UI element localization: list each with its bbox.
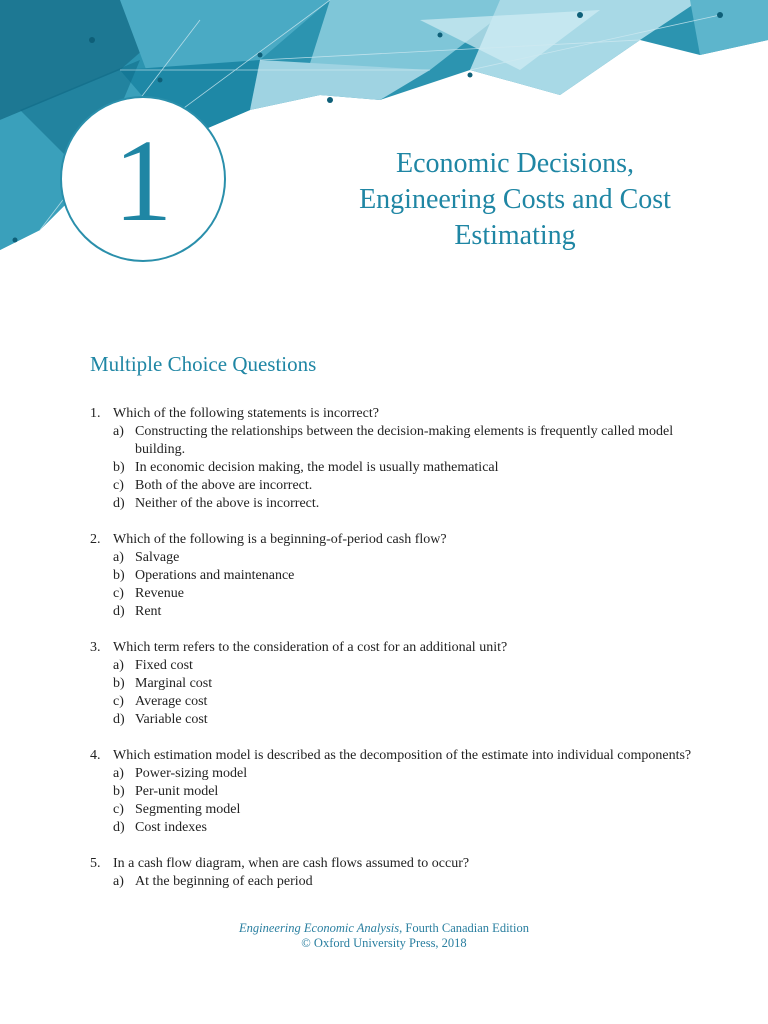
option-letter: c) bbox=[113, 586, 124, 601]
question-1 bbox=[90, 405, 710, 513]
option bbox=[113, 693, 710, 711]
option-text: Salvage bbox=[135, 550, 180, 565]
option bbox=[113, 423, 710, 459]
page-footer bbox=[0, 921, 768, 951]
section-heading: Multiple Choice Questions bbox=[90, 352, 317, 376]
option bbox=[113, 657, 710, 675]
option-text: Power-sizing model bbox=[135, 766, 248, 781]
option-text: Rent bbox=[135, 604, 162, 619]
question-4 bbox=[90, 747, 710, 837]
option-letter: a) bbox=[113, 550, 124, 565]
question-text: Which term refers to the consideration of a cost for an additional unit? bbox=[113, 640, 508, 655]
footer-edition: , Fourth Canadian Edition bbox=[399, 921, 529, 935]
option bbox=[113, 603, 710, 621]
option-letter: d) bbox=[113, 712, 125, 727]
option-text: At the beginning of each period bbox=[135, 874, 313, 889]
option-text: Fixed cost bbox=[135, 658, 193, 673]
question-number: 3. bbox=[90, 640, 101, 655]
option-letter: d) bbox=[113, 496, 125, 511]
footer-book-title: Engineering Economic Analysis bbox=[238, 921, 400, 935]
option bbox=[113, 711, 710, 729]
option-letter: b) bbox=[113, 568, 125, 583]
option-text: Revenue bbox=[135, 586, 184, 601]
question-number: 5. bbox=[90, 856, 101, 871]
option-text: Neither of the above is incorrect. bbox=[135, 496, 320, 511]
question-text: Which of the following is a beginning-of-period cash flow? bbox=[113, 532, 447, 547]
option-text: Variable cost bbox=[135, 712, 208, 727]
option-letter: b) bbox=[113, 676, 125, 691]
option-text: Both of the above are incorrect. bbox=[135, 478, 313, 493]
option bbox=[113, 495, 710, 513]
chapter-title bbox=[330, 146, 700, 254]
option bbox=[113, 873, 710, 891]
question-text: In a cash flow diagram, when are cash flows assumed to occur? bbox=[113, 856, 470, 871]
chapter-title-line: Engineering Costs and Cost bbox=[359, 184, 671, 215]
option bbox=[113, 675, 710, 693]
question-number: 1. bbox=[90, 406, 101, 421]
option-text: Marginal cost bbox=[135, 676, 213, 691]
question-text: Which of the following statements is incorrect? bbox=[113, 406, 379, 421]
option-text: Constructing the relationships between the decision-making elements is frequently called model building. bbox=[135, 424, 674, 457]
option-letter: c) bbox=[113, 694, 124, 709]
option-text: Operations and maintenance bbox=[135, 568, 295, 583]
option-letter: c) bbox=[113, 802, 124, 817]
question-2 bbox=[90, 531, 710, 621]
option-letter: a) bbox=[113, 874, 124, 889]
question-number: 4. bbox=[90, 748, 101, 763]
question-text: Which estimation model is described as the decomposition of the estimate into individual components? bbox=[113, 748, 692, 763]
option-text: In economic decision making, the model is usually mathematical bbox=[135, 460, 499, 475]
option bbox=[113, 783, 710, 801]
option-letter: a) bbox=[113, 658, 124, 673]
chapter-title-line: Estimating bbox=[454, 220, 576, 251]
footer-edition-line bbox=[0, 921, 768, 936]
option bbox=[113, 819, 710, 837]
question-list bbox=[90, 405, 710, 909]
option bbox=[113, 459, 710, 477]
option-text: Average cost bbox=[135, 694, 208, 709]
option-text: Segmenting model bbox=[135, 802, 241, 817]
option-letter: b) bbox=[113, 784, 125, 799]
question-3 bbox=[90, 639, 710, 729]
option-letter: c) bbox=[113, 478, 124, 493]
chapter-title-line: Economic Decisions, bbox=[396, 148, 634, 179]
chapter-number-circle bbox=[60, 96, 226, 262]
option bbox=[113, 765, 710, 783]
option bbox=[113, 585, 710, 603]
question-number: 2. bbox=[90, 532, 101, 547]
question-5 bbox=[90, 855, 710, 891]
option bbox=[113, 477, 710, 495]
chapter-number: 1 bbox=[113, 115, 173, 246]
option bbox=[113, 801, 710, 819]
option-letter: d) bbox=[113, 604, 125, 619]
option bbox=[113, 567, 710, 585]
option-text: Per-unit model bbox=[135, 784, 219, 799]
option-letter: b) bbox=[113, 460, 125, 475]
option-letter: d) bbox=[113, 820, 125, 835]
footer-copyright: © Oxford University Press, 2018 bbox=[301, 936, 467, 950]
option-letter: a) bbox=[113, 766, 124, 781]
option-letter: a) bbox=[113, 424, 124, 439]
option bbox=[113, 549, 710, 567]
option-text: Cost indexes bbox=[135, 820, 207, 835]
